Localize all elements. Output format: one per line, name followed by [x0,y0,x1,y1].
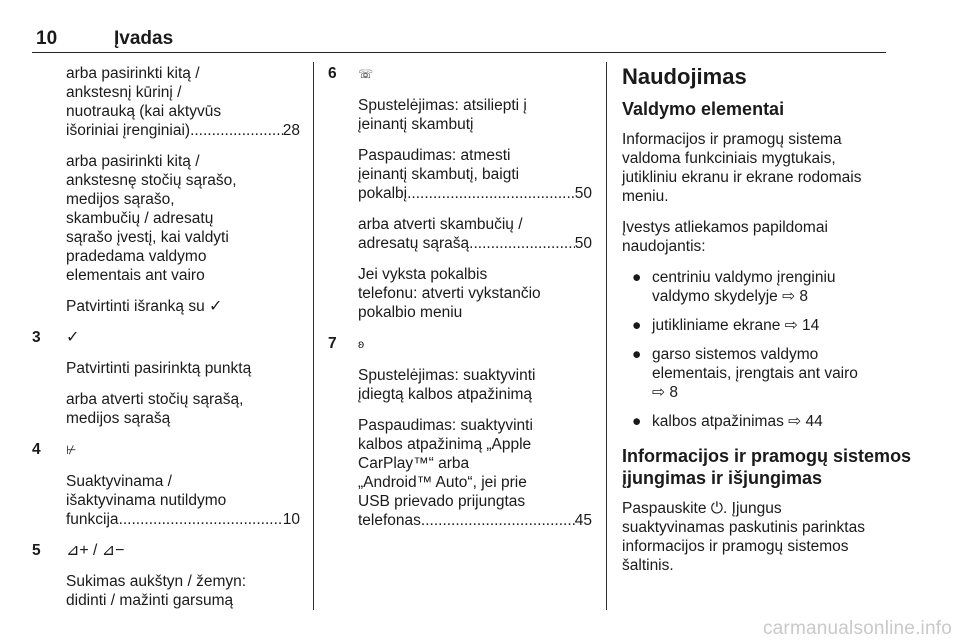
toc-line: išoriniai įrenginiai) ..... 28 [66,121,300,140]
volume-down-icon: ⊿− [101,542,125,559]
checkmark-icon: ✓ [66,329,80,346]
power-icon: ⏻ [710,500,724,517]
toc-line: telefonas. ..... 45 [358,511,592,530]
item-number: 5 [32,542,41,559]
item-7: 7 ʚ Spustelėjimas: suaktyvinti įdiegtą kalbos atpažinimą Paspaudimas: suaktyvinti kalbos atpažinimą „Apple CarPlay™“ arba „Android™ Auto“, jei prie USB prievado prijungtas telefonas. ..... 45 [358,334,592,530]
item-number: 4 [32,441,41,458]
toc-line: adresatų sąrašą ..... 50 [358,234,592,253]
page-ref-icon: ⇨ [652,384,665,401]
item-3: 3 ✓ Patvirtinti pasirinktą punktą arba atverti stočių sąrašą, medijos sąrašą [32,329,252,427]
paragraph-inputs: Įvestys atliekamos papildomai naudojantis: [622,219,828,255]
section-title: Įvadas [114,28,174,49]
column-3 [622,64,912,587]
bullet-icon: ● [632,317,642,334]
paragraph-select-track: arba pasirinkti kitą / ankstesnį kūrinį / nuotrauką (kai aktyvūs išoriniai įrenginiai) ..... 28 [66,64,300,140]
bullet-icon: ● [632,269,642,286]
item-number: 3 [32,329,41,346]
page-ref-icon: ⇨ [784,317,798,334]
paragraph-select-entry: arba pasirinkti kitą / ankstesnę stočių sąrašo, medijos sąrašo, skambučių / adresatų sąrašo įvestį, kai valdyti pradedama valdymo elementais ant vairo [66,153,237,284]
heading-power: Informacijos ir pramogų sistemos įjungimas ir išjungimas [622,446,912,488]
item-4: 4 ⊬ Suaktyvinama / išaktyvinama nutildymo funkcija ..... 10 [66,440,300,529]
watermark: carmanualsonline.info [762,618,952,639]
heading-controls: Valdymo elementai [622,99,785,119]
column-2 [328,64,592,542]
bullet-icon: ● [632,346,642,363]
paragraph-intro: Informacijos ir pramogų sistema valdoma funkciniais mygtukais, jutikliniu ekranu ir ekrane rodomais meniu. [622,131,862,205]
list-item: ● garso sistemos valdymo elementais, įrengtais ant vairo ⇨ 8 [632,346,858,401]
checkmark-icon: ✓ [209,298,223,315]
mute-icon: ⊬ [66,443,77,457]
column-divider-2 [606,62,607,610]
item-number: 6 [328,65,337,82]
bullet-icon: ● [632,413,642,430]
item-number: 7 [328,335,337,352]
column-divider-1 [313,62,314,610]
heading-usage: Naudojimas [622,64,747,89]
item-6: 6 ☏ Spustelėjimas: atsiliepti į įeinantį skambutį Paspaudimas: atmesti įeinantį skambutį, baigti pokalbį ..... 50 arba atverti skambučių / adresatų sąrašą ..... 50 Jei vyksta pokalbis telefonu: atverti vykstančio pokalbio meniu [358,64,592,322]
page-ref-icon: ⇨ [782,288,796,305]
column-1 [32,64,300,622]
list-item: ● centriniu valdymo įrenginiu valdymo skydelyje ⇨ 8 [632,269,836,305]
paragraph-power: Paspauskite ⏻. Įjungus suaktyvinamas paskutinis parinktas informacijos ir pramogų sistemos šaltinis. [622,500,865,574]
list-item: ● kalbos atpažinimas ⇨ 44 [632,413,823,430]
volume-up-icon: ⊿+ [66,542,89,559]
item-5: 5 ⊿+ / ⊿− Sukimas aukštyn / žemyn: didinti / mažinti garsumą [32,542,247,609]
toc-line: funkcija ..... 10 [66,510,300,529]
page-number: 10 [36,28,58,49]
list-item: ● jutikliniame ekrane ⇨ 14 [632,317,820,334]
toc-line: pokalbį ..... 50 [358,184,592,203]
phone-icon: ☏ [358,67,374,81]
page-header [32,28,886,53]
voice-recognition-icon: ʚ [358,337,365,351]
page-ref-icon: ⇨ [788,413,802,430]
paragraph-confirm: Patvirtinti išranką su ✓ [66,298,223,315]
